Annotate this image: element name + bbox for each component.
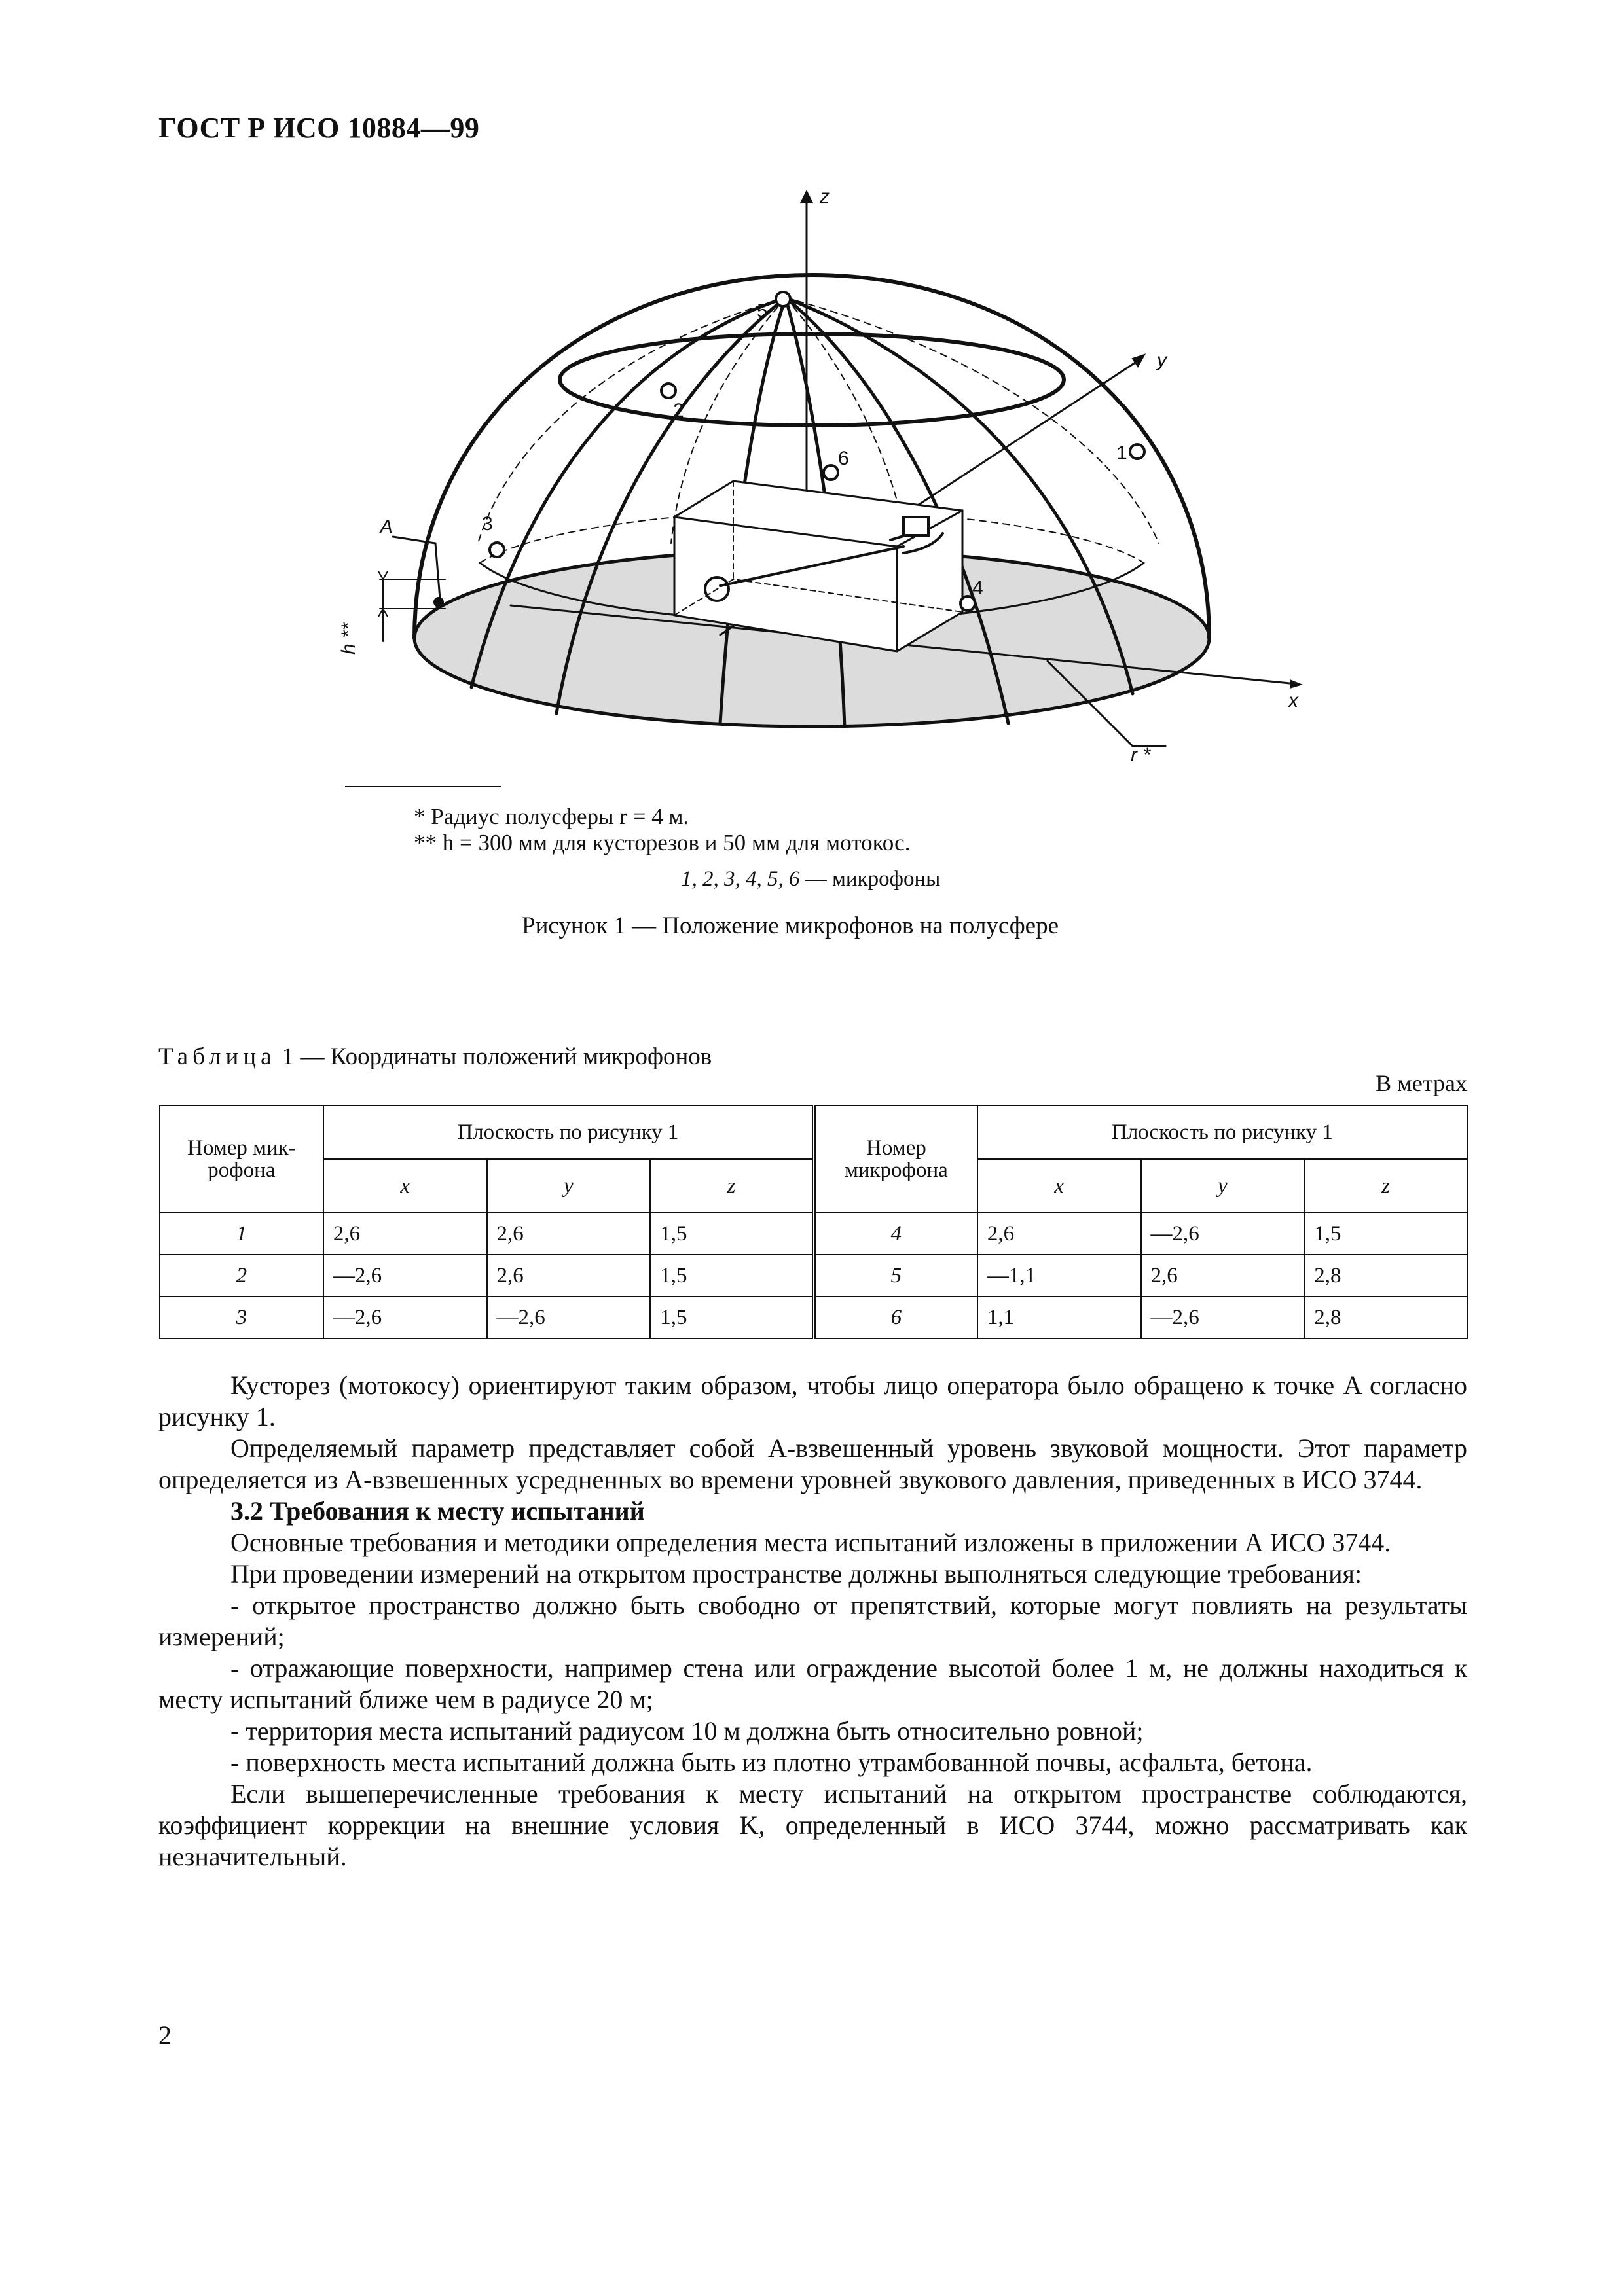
point-a-dot	[433, 597, 444, 607]
paragraph: При проведении измерений на открытом пространстве должны выполняться следующие требования:	[230, 1559, 1362, 1588]
cell-y: 2,6	[487, 1255, 651, 1297]
cell-x: 2,6	[977, 1213, 1141, 1255]
r-label: r *	[1131, 744, 1150, 766]
cell-z: 2,8	[1304, 1255, 1467, 1297]
axis-z-label: z	[820, 186, 830, 207]
axis-x-label: x	[1288, 690, 1298, 711]
cell-mic: 6	[814, 1297, 977, 1338]
cell-mic: 5	[814, 1255, 977, 1297]
paragraph: Кусторез (мотокосу) ориентируют таким образом, чтобы лицо оператора было обращено к точке A согласно рисунку 1.	[158, 1371, 1467, 1431]
hemisphere-figure	[314, 177, 1322, 779]
table-row	[160, 1213, 1467, 1255]
cell-mic: 1	[160, 1213, 323, 1255]
cell-x: —1,1	[977, 1255, 1141, 1297]
mic-3-point	[490, 543, 504, 557]
cell-x: —2,6	[323, 1297, 487, 1338]
cell-mic: 2	[160, 1255, 323, 1297]
paragraph: Если вышеперечисленные требования к месту испытаний на открытом пространстве соблюдаются, коэффициент коррекции на внешние условия K, определенный в ИСО 3744, можно рассматривать как незначительный.	[158, 1779, 1467, 1871]
cell-z: 1,5	[650, 1255, 814, 1297]
footnote-radius: * Радиус полусферы r = 4 м.	[414, 804, 689, 829]
cell-x: —2,6	[323, 1255, 487, 1297]
footnote-height: ** h = 300 мм для кусторезов и 50 мм для мотокос.	[414, 830, 911, 855]
mic-5-label: 5	[757, 300, 768, 322]
body-text	[158, 1370, 1467, 1873]
cell-y: —2,6	[1141, 1297, 1305, 1338]
table-title-rest: 1 — Координаты положений микрофонов	[276, 1043, 712, 1070]
list-item: - территория места испытаний радиусом 10 м должна быть относительно ровной;	[230, 1716, 1144, 1746]
cell-z: 1,5	[650, 1297, 814, 1338]
header-z-2: z	[1304, 1159, 1467, 1213]
figure-legend	[681, 867, 940, 891]
cell-y: 2,6	[1141, 1255, 1305, 1297]
mic-4-label: 4	[972, 577, 983, 599]
table-row	[160, 1297, 1467, 1338]
mic-1-point	[1130, 444, 1144, 459]
header-mic-number: Номер мик-рофона	[160, 1105, 323, 1213]
mic-6-point	[824, 465, 838, 480]
cell-y: 2,6	[487, 1213, 651, 1255]
document-header: ГОСТ Р ИСО 10884—99	[158, 112, 480, 144]
table-title-word: Таблица	[158, 1043, 276, 1070]
header-plane: Плоскость по рисунку 1	[323, 1105, 814, 1159]
point-a-label: A	[380, 516, 393, 538]
header-x: x	[323, 1159, 487, 1213]
footnote-rule	[345, 786, 501, 787]
figure-caption: Рисунок 1 — Положение микрофонов на полусфере	[522, 912, 1059, 939]
paragraph: Определяемый параметр представляет собой A-взвешенный уровень звуковой мощности. Этот параметр определяется из A-взвешенных усредненных во времени уровней звукового давления, приведенных в ИСО 3744.	[158, 1433, 1467, 1494]
cell-z: 1,5	[1304, 1213, 1467, 1255]
section-heading: 3.2 Требования к месту испытаний	[230, 1496, 645, 1526]
cell-z: 2,8	[1304, 1297, 1467, 1338]
header-mic-number-2: Номер микрофона	[814, 1105, 977, 1213]
header-plane-2: Плоскость по рисунку 1	[977, 1105, 1467, 1159]
page-number: 2	[158, 2020, 172, 2050]
cell-y: —2,6	[1141, 1213, 1305, 1255]
mic-2-label: 2	[673, 400, 684, 422]
table-title	[158, 1043, 712, 1071]
mic-3-label: 3	[482, 513, 493, 535]
cell-mic: 4	[814, 1213, 977, 1255]
header-y: y	[487, 1159, 651, 1213]
mic-1-label: 1	[1116, 442, 1127, 464]
table-row	[160, 1255, 1467, 1297]
header-y-2: y	[1141, 1159, 1305, 1213]
coordinates-table	[159, 1105, 1468, 1339]
cell-y: —2,6	[487, 1297, 651, 1338]
cell-z: 1,5	[650, 1213, 814, 1255]
cell-x: 1,1	[977, 1297, 1141, 1338]
legend-text: — микрофоны	[799, 867, 941, 891]
h-label: h **	[338, 622, 359, 655]
paragraph: Основные требования и методики определения места испытаний изложены в приложении А ИСО 3744.	[230, 1528, 1391, 1557]
list-item: - поверхность места испытаний должна быть из плотно утрамбованной почвы, асфальта, бетона.	[230, 1748, 1313, 1777]
header-z: z	[650, 1159, 814, 1213]
axis-y-label: y	[1157, 350, 1167, 371]
cell-mic: 3	[160, 1297, 323, 1338]
table-units: В метрах	[1376, 1070, 1467, 1096]
mic-5-point	[776, 292, 790, 306]
legend-numbers: 1, 2, 3, 4, 5, 6	[681, 867, 800, 891]
list-item: - открытое пространство должно быть свободно от препятствий, которые могут повлиять на результаты измерений;	[158, 1590, 1467, 1651]
list-item: - отражающие поверхности, например стена или ограждение высотой более 1 м, не должны находиться к месту испытаний ближе чем в радиусе 20 м;	[158, 1653, 1467, 1714]
mic-6-label: 6	[838, 448, 849, 469]
mic-2-point	[661, 384, 676, 398]
header-x-2: x	[977, 1159, 1141, 1213]
cell-x: 2,6	[323, 1213, 487, 1255]
